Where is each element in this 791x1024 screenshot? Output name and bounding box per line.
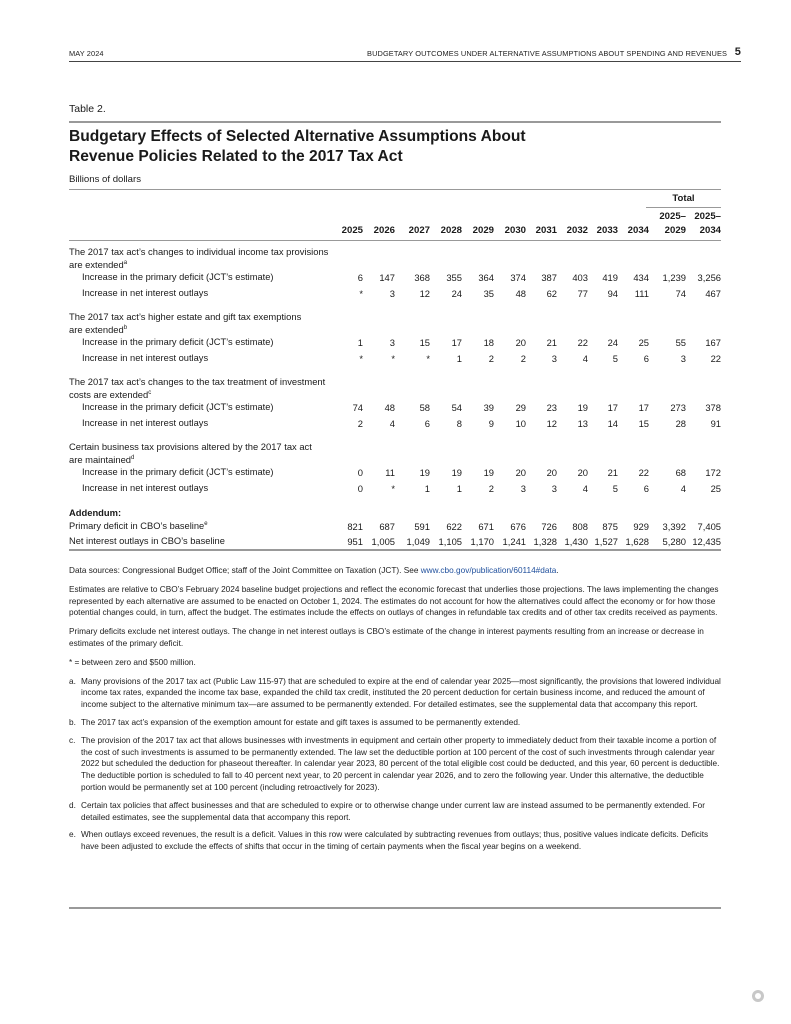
footnote — [69, 717, 721, 729]
footnote-letter: a. — [69, 676, 76, 686]
running-header — [69, 47, 741, 61]
footnote-text: Many provisions of the 2017 tax act (Public Law 115-97) that are scheduled to expire at the end of calendar year 2025—most significantly, the provisions that lowered individual income tax rates, expanded the income tax base, expanded the child tax credit, instituted the 20 percent deduction for certain business income, and reduced the amount of income subject to the alternative minimum tax—are assumed to be permanently extended. For detailed estimates, see the supplemental data that accompany this report. — [81, 676, 721, 710]
table-cell: 3 — [680, 353, 686, 364]
addendum-row-label: Net interest outlays in CBO’s baseline — [69, 536, 225, 546]
table-cell: 58 — [419, 402, 430, 413]
footnotes — [69, 676, 721, 853]
table-cell: 5 — [612, 353, 618, 364]
table-cell: 20 — [515, 467, 526, 478]
table-cell: 74 — [352, 402, 363, 413]
table-cell: 24 — [451, 288, 462, 299]
table-cell: 12 — [546, 418, 557, 429]
table-cell: 0 — [357, 483, 363, 494]
column-header-2028: 2028 — [440, 225, 462, 236]
table-label: Table 2. — [69, 103, 106, 115]
data-sources: Data sources: Congressional Budget Office; staff of the Joint Committee on Taxation (JCT). See www.cbo.gov/publication/60114#data. — [69, 566, 559, 575]
table-cell: 1,628 — [625, 536, 649, 547]
header-rule — [69, 61, 741, 62]
asterisk-note: * = between zero and $500 million. — [69, 657, 196, 667]
table-cell: 3 — [520, 483, 526, 494]
table-cell: 671 — [478, 521, 494, 532]
column-header-rule — [69, 240, 721, 241]
table-cell: 91 — [710, 418, 721, 429]
table-cell: 467 — [705, 288, 721, 299]
data-link[interactable]: www.cbo.gov/publication/60114#data — [420, 566, 557, 575]
table-cell: 403 — [572, 272, 588, 283]
footnote-letter: c. — [69, 735, 76, 745]
table-cell: 0 — [357, 467, 363, 478]
table-cell: 4 — [582, 353, 588, 364]
table-cell: 929 — [633, 521, 649, 532]
table-cell: 1,527 — [594, 536, 618, 547]
table-cell: 2 — [488, 353, 494, 364]
table-cell: 355 — [446, 272, 462, 283]
table-cell: 374 — [510, 272, 526, 283]
footnote-text: Certain tax policies that affect businesses and that are scheduled to expire or to otherwise change under current law are instead assumed to be permanently extended. For detailed estimates, see the supplemental data that accompany this report. — [81, 800, 706, 822]
table-cell: * — [359, 288, 363, 299]
table-cell: 17 — [607, 402, 618, 413]
table-cell: 19 — [451, 467, 462, 478]
table-cell: 147 — [379, 272, 395, 283]
table-cell: 11 — [385, 467, 395, 478]
note-paragraph-2: Primary deficits exclude net interest outlays. The change in net interest outlays is CBO’s estimate of the change in interest payments resulting from an increase or decrease in estimates of the primary deficit. — [69, 627, 704, 648]
table-cell: 273 — [670, 402, 686, 413]
footnote-text: When outlays exceed revenues, the result is a deficit. Values in this row were calculated by subtracting revenues from outlays; thus, positive values indicate deficits. Deficits have been adjusted to exclude the effects of shifts that occur in the timing of certain payments when the fiscal year begins on a weekend. — [81, 830, 709, 852]
table-cell: 2 — [488, 483, 494, 494]
table-cell: 1,328 — [533, 536, 557, 547]
table-cell: 676 — [510, 521, 526, 532]
table-cell: * — [359, 353, 363, 364]
table-cell: 35 — [483, 288, 494, 299]
table-cell: 5,280 — [662, 536, 686, 547]
table-cell: 22 — [710, 353, 721, 364]
column-header-2030: 2030 — [504, 225, 526, 236]
table-cell: 7,405 — [697, 521, 721, 532]
row-label: Increase in the primary deficit (JCT’s estimate) — [82, 337, 274, 347]
table-cell: 4 — [582, 483, 588, 494]
section-title: The 2017 tax act’s higher estate and gift tax exemptions are extended$^b$ — [69, 311, 302, 335]
footnote-text: The 2017 tax act’s expansion of the exemption amount for estate and gift taxes is assumed to be permanently extended. — [81, 717, 521, 727]
table-cell: 23 — [546, 402, 557, 413]
table-cell: 9 — [488, 418, 494, 429]
table-cell: 1,239 — [662, 272, 686, 283]
column-header-2032: 2032 — [566, 225, 588, 236]
table-cell: 12,435 — [692, 536, 721, 547]
column-header-2033: 2033 — [596, 225, 618, 236]
total-group-rule — [646, 207, 721, 208]
table-cell: 19 — [419, 467, 430, 478]
table-cell: 48 — [515, 288, 526, 299]
table-cell: 6 — [357, 272, 363, 283]
table-cell: 687 — [379, 521, 395, 532]
table-bottom-rule — [69, 549, 721, 551]
footnote-letter: e. — [69, 830, 76, 840]
table-cell: 1,241 — [502, 536, 526, 547]
table-cell: 54 — [451, 402, 462, 413]
table-cell: 39 — [483, 402, 494, 413]
table-cell: 18 — [483, 337, 494, 348]
addendum-row-label: Primary deficit in CBO’s baseline$^e$ — [69, 521, 208, 532]
table-units: Billions of dollars — [69, 174, 141, 185]
table-cell: 1,049 — [406, 536, 430, 547]
table-cell: 6 — [643, 483, 649, 494]
table-cell: 1,430 — [564, 536, 588, 547]
table-cell: 12 — [419, 288, 430, 299]
table-cell: 3,392 — [662, 521, 686, 532]
table-cell: 368 — [414, 272, 430, 283]
table-cell: 20 — [577, 467, 588, 478]
table-cell: 3 — [389, 337, 395, 348]
table-cell: 1,105 — [438, 536, 462, 547]
table-cell: 22 — [638, 467, 649, 478]
table-cell: 68 — [675, 467, 686, 478]
report-date: MAY 2024 — [69, 49, 104, 58]
table-title — [69, 127, 669, 167]
row-label: Increase in the primary deficit (JCT’s estimate) — [82, 402, 274, 412]
table-cell: 387 — [541, 272, 557, 283]
table-cell: 29 — [515, 402, 526, 413]
column-header-2031: 2031 — [535, 225, 557, 236]
table-cell: 726 — [541, 521, 557, 532]
row-label: Increase in the primary deficit (JCT’s estimate) — [82, 272, 274, 282]
column-header-2025: 2025 — [341, 225, 363, 236]
table-cell: 172 — [705, 467, 721, 478]
table-title-line-2: Revenue Policies Related to the 2017 Tax Act — [69, 148, 403, 165]
table-cell: 1 — [456, 353, 462, 364]
table-cell: 25 — [638, 337, 649, 348]
table-cell: 4 — [680, 483, 686, 494]
table-cell: 622 — [446, 521, 462, 532]
addendum-title: Addendum: — [69, 507, 122, 518]
row-label: Increase in net interest outlays — [82, 353, 209, 363]
footnote — [69, 676, 721, 711]
table-cell: 17 — [638, 402, 649, 413]
table-cell: 62 — [546, 288, 557, 299]
table-cell: 808 — [572, 521, 588, 532]
table-cell: 2 — [520, 353, 526, 364]
table-cell: 15 — [638, 418, 649, 429]
table-top-rule — [69, 121, 721, 123]
table-cell: 25 — [710, 483, 721, 494]
table-cell: 364 — [478, 272, 494, 283]
table-cell: 3 — [551, 483, 557, 494]
footnote — [69, 800, 721, 824]
table-cell: 10 — [515, 418, 526, 429]
page-number: 5 — [734, 46, 741, 58]
table-cell: * — [426, 353, 430, 364]
table-cell: 3,256 — [697, 272, 721, 283]
column-header-total-0-end: 2029 — [664, 225, 686, 236]
column-header-2029: 2029 — [472, 225, 494, 236]
table-cell: 821 — [347, 521, 363, 532]
footnote — [69, 735, 721, 794]
table-cell: 28 — [675, 418, 686, 429]
table-cell: 19 — [483, 467, 494, 478]
table-cell: 20 — [515, 337, 526, 348]
table-cell: 21 — [546, 337, 557, 348]
table-cell: 6 — [424, 418, 430, 429]
row-label: Increase in the primary deficit (JCT’s estimate) — [82, 467, 274, 477]
footnote — [69, 829, 721, 853]
table-cell: 1 — [424, 483, 430, 494]
table-cell: 55 — [675, 337, 686, 348]
table-cell: 20 — [546, 467, 557, 478]
section-title: The 2017 tax act’s changes to the tax treatment of investment costs are extended$^c$ — [69, 376, 326, 400]
cbo-logo-icon — [752, 990, 764, 1002]
table-cell: 419 — [602, 272, 618, 283]
table-cell: 3 — [551, 353, 557, 364]
row-label: Increase in net interest outlays — [82, 418, 209, 428]
table-cell: 19 — [577, 402, 588, 413]
table-cell: 94 — [607, 288, 618, 299]
table-cell: 1 — [357, 337, 363, 348]
running-title: BUDGETARY OUTCOMES UNDER ALTERNATIVE ASSUMPTIONS ABOUT SPENDING AND REVENUES — [367, 49, 727, 58]
row-label: Increase in net interest outlays — [82, 288, 209, 298]
footnote-letter: d. — [69, 800, 76, 810]
table-cell: 14 — [607, 418, 618, 429]
footnote-letter: b. — [69, 717, 76, 727]
table-cell: 1,005 — [371, 536, 395, 547]
table-notes — [69, 565, 721, 859]
table-cell: 378 — [705, 402, 721, 413]
table-cell: 875 — [602, 521, 618, 532]
notes-bottom-rule — [69, 907, 721, 909]
table-cell: * — [391, 483, 395, 494]
footnote-text: The provision of the 2017 tax act that allows businesses with investments in equipment and certain other property to immediately deduct from their taxable income a portion of the cost of such investments is assumed to be permanently extended. The law set the deductible portion at 100 percent of the cost of such investments through calendar year 2022 but scheduled the deduction for phaseout thereafter. In calendar year 2023, 80 percent of the total eligible cost could be deducted, and this year, 60 percent is deductible. The deductible portion is scheduled to fall to 40 percent next year, to 20 percent in calendar year 2026, and to zero the following year. Under this alternative, the deductible portion would be permanently set at 100 percent (including retroactively for 2023). — [81, 735, 720, 792]
table-cell: 77 — [577, 288, 588, 299]
table-cell: 22 — [577, 337, 588, 348]
column-header-2027: 2027 — [408, 225, 430, 236]
column-header-2026: 2026 — [373, 225, 395, 236]
table-cell: 17 — [451, 337, 462, 348]
section-title: The 2017 tax act’s changes to individual income tax provisions are extended$^a$ — [69, 246, 329, 270]
table-cell: 13 — [577, 418, 588, 429]
note-paragraph-1: Estimates are relative to CBO’s February 2024 baseline budget projections and reflect the economic forecast that underlies those projections. The laws implementing the changes represented by each alternative are assumed to be enacted on October 1, 2024. The estimates do not account for how the alternatives could affect the economy or for how those potential changes could, in turn, affect the budget. The estimates include the effects on outlays of changes in refundable tax credits and of other tax credits received as payments. — [69, 584, 719, 618]
table-cell: 3 — [389, 288, 395, 299]
table-cell: 5 — [612, 483, 618, 494]
table-cell: 74 — [675, 288, 686, 299]
table-cell: 4 — [389, 418, 395, 429]
column-header-2034: 2034 — [627, 225, 649, 236]
table-cell: * — [391, 353, 395, 364]
table-cell: 434 — [633, 272, 649, 283]
total-group-header: Total — [672, 193, 695, 204]
table-cell: 48 — [384, 402, 395, 413]
column-header-total-1-start: 2025– — [694, 211, 721, 222]
table-cell: 24 — [607, 337, 618, 348]
table-cell: 8 — [456, 418, 462, 429]
table-cell: 111 — [634, 288, 649, 299]
table-cell: 6 — [643, 353, 649, 364]
section-title: Certain business tax provisions altered by the 2017 tax act are maintained$^d$ — [69, 441, 312, 465]
table-cell: 167 — [705, 337, 721, 348]
table-cell: 951 — [347, 536, 363, 547]
table-cell: 591 — [414, 521, 430, 532]
column-header-total-0-start: 2025– — [659, 211, 686, 222]
row-label: Increase in net interest outlays — [82, 483, 209, 493]
table-cell: 21 — [607, 467, 618, 478]
table-cell: 1 — [456, 483, 462, 494]
table-units-rule — [69, 189, 721, 190]
table-cell: 1,170 — [470, 536, 494, 547]
column-header-total-1-end: 2034 — [699, 225, 721, 236]
table-title-line-1: Budgetary Effects of Selected Alternative Assumptions About — [69, 128, 526, 145]
table-cell: 15 — [419, 337, 430, 348]
table-cell: 2 — [357, 418, 363, 429]
